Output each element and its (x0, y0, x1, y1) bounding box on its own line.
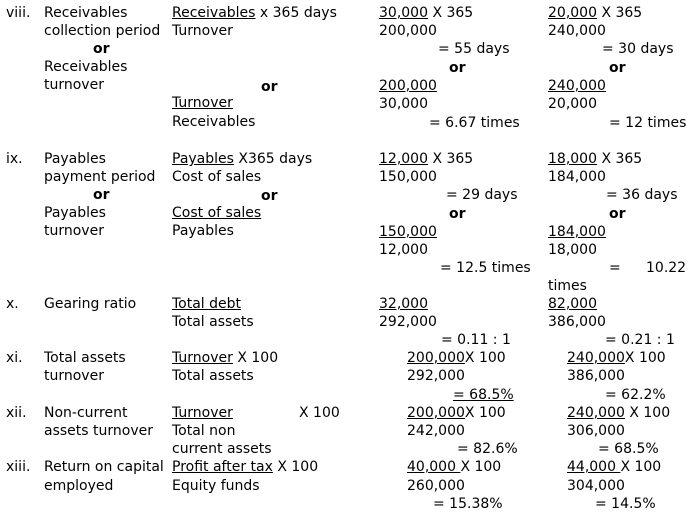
calc-numerator: 12,000 X 365 (379, 151, 474, 167)
ratio-name: Receivables (44, 59, 128, 75)
calc-result: = 12.5 times (440, 260, 531, 276)
ratio-name: assets turnover (44, 423, 153, 439)
calc-denominator: 306,000 (567, 423, 625, 439)
formula-denominator: Equity funds (172, 478, 260, 494)
formula-numerator: Turnover (172, 95, 233, 111)
calc-numerator: 30,000 X 365 (379, 5, 474, 21)
or-label: or (261, 79, 278, 95)
ratio-name: Total assets (44, 350, 126, 366)
formula-denominator: Turnover (172, 23, 233, 39)
ratio-name: Return on capital (44, 459, 164, 475)
or-label: or (449, 206, 466, 222)
calc-numerator: 240,000X 100 (567, 350, 666, 366)
or-label: or (609, 60, 626, 76)
calc-result: = 82.6% (457, 441, 518, 457)
formula-denominator: Total assets (172, 368, 254, 384)
ratio-name: Receivables (44, 5, 128, 21)
calc-numerator: 32,000 (379, 296, 428, 312)
calc-result-equals: = (609, 260, 621, 276)
calc-result-unit: times (548, 278, 587, 294)
or-label: or (609, 206, 626, 222)
calc-denominator: 242,000 (407, 423, 465, 439)
formula-denominator: current assets (172, 441, 272, 457)
calc-result-value: 10.22 (646, 260, 687, 276)
calc-denominator: 260,000 (407, 478, 465, 494)
or-label: or (93, 41, 110, 57)
ratio-name: collection period (44, 23, 161, 39)
calc-denominator: 150,000 (379, 169, 437, 185)
calc-denominator: 200,000 (379, 23, 437, 39)
calc-numerator: 240,000 X 100 (567, 405, 671, 421)
calc-numerator: 240,000 (548, 78, 606, 94)
calc-denominator: 292,000 (379, 314, 437, 330)
row-number: xi. (6, 350, 23, 366)
calc-denominator: 18,000 (548, 242, 597, 258)
calc-result: = 68.5% (453, 387, 514, 403)
calc-result: = 12 times (609, 115, 687, 131)
calc-numerator: 20,000 X 365 (548, 5, 643, 21)
calc-denominator: 240,000 (548, 23, 606, 39)
calc-numerator: 40,000 X 100 (407, 459, 502, 475)
ratio-name: employed (44, 478, 114, 494)
row-number: xiii. (6, 459, 31, 475)
calc-result: = 0.11 : 1 (441, 332, 511, 348)
calc-result: = 14.5% (595, 496, 656, 512)
calc-denominator: 304,000 (567, 478, 625, 494)
calc-result: = 15.38% (433, 496, 503, 512)
calc-denominator: 30,000 (379, 96, 428, 112)
calc-denominator: 184,000 (548, 169, 606, 185)
ratio-name: Payables (44, 151, 106, 167)
ratio-name: turnover (44, 368, 104, 384)
ratio-name: Gearing ratio (44, 296, 137, 312)
row-number: ix. (6, 151, 23, 167)
formula-numerator: Payables X365 days (172, 151, 313, 167)
ratio-name: turnover (44, 77, 104, 93)
row-number: viii. (6, 5, 31, 21)
row-number: xii. (6, 405, 27, 421)
ratio-name: Non-current (44, 405, 128, 421)
calc-result: = 55 days (438, 41, 510, 57)
calc-numerator: 200,000X 100 (407, 405, 506, 421)
formula-numerator: Total debt (172, 296, 242, 312)
formula-denominator: Payables (172, 223, 234, 239)
calc-denominator: 292,000 (407, 368, 465, 384)
formula-numerator: Turnover X 100 (172, 350, 279, 366)
calc-denominator: 386,000 (567, 368, 625, 384)
calc-numerator: 150,000 (379, 224, 437, 240)
calc-numerator: 82,000 (548, 296, 597, 312)
calc-result: = 68.5% (598, 441, 659, 457)
row-number: x. (6, 296, 19, 312)
formula-numerator: Receivables x 365 days (172, 5, 337, 21)
calc-numerator: 200,000X 100 (407, 350, 506, 366)
or-label: or (93, 187, 110, 203)
ratio-name: payment period (44, 169, 156, 185)
ratio-name: turnover (44, 223, 104, 239)
calc-result: = 62.2% (605, 387, 666, 403)
formula-denominator: Total non (172, 423, 236, 439)
formula-numerator: Cost of sales (172, 205, 262, 221)
formula-multiplier: X 100 (299, 405, 340, 421)
formula-numerator: Turnover (172, 405, 233, 421)
calc-denominator: 386,000 (548, 314, 606, 330)
formula-denominator: Total assets (172, 314, 254, 330)
calc-denominator: 12,000 (379, 242, 428, 258)
calc-denominator: 20,000 (548, 96, 597, 112)
calc-result: = 0.21 : 1 (605, 332, 675, 348)
calc-numerator: 44,000 X 100 (567, 459, 662, 475)
calc-numerator: 200,000 (379, 78, 437, 94)
calc-numerator: 18,000 X 365 (548, 151, 643, 167)
formula-numerator: Profit after tax X 100 (172, 459, 319, 475)
formula-denominator: Receivables (172, 114, 256, 130)
calc-numerator: 184,000 (548, 224, 606, 240)
calc-result: = 36 days (606, 187, 678, 203)
formula-denominator: Cost of sales (172, 169, 262, 185)
ratio-name: Payables (44, 205, 106, 221)
calc-result: = 30 days (602, 41, 674, 57)
calc-result: = 29 days (446, 187, 518, 203)
calc-result: = 6.67 times (429, 115, 520, 131)
or-label: or (449, 60, 466, 76)
or-label: or (261, 188, 278, 204)
